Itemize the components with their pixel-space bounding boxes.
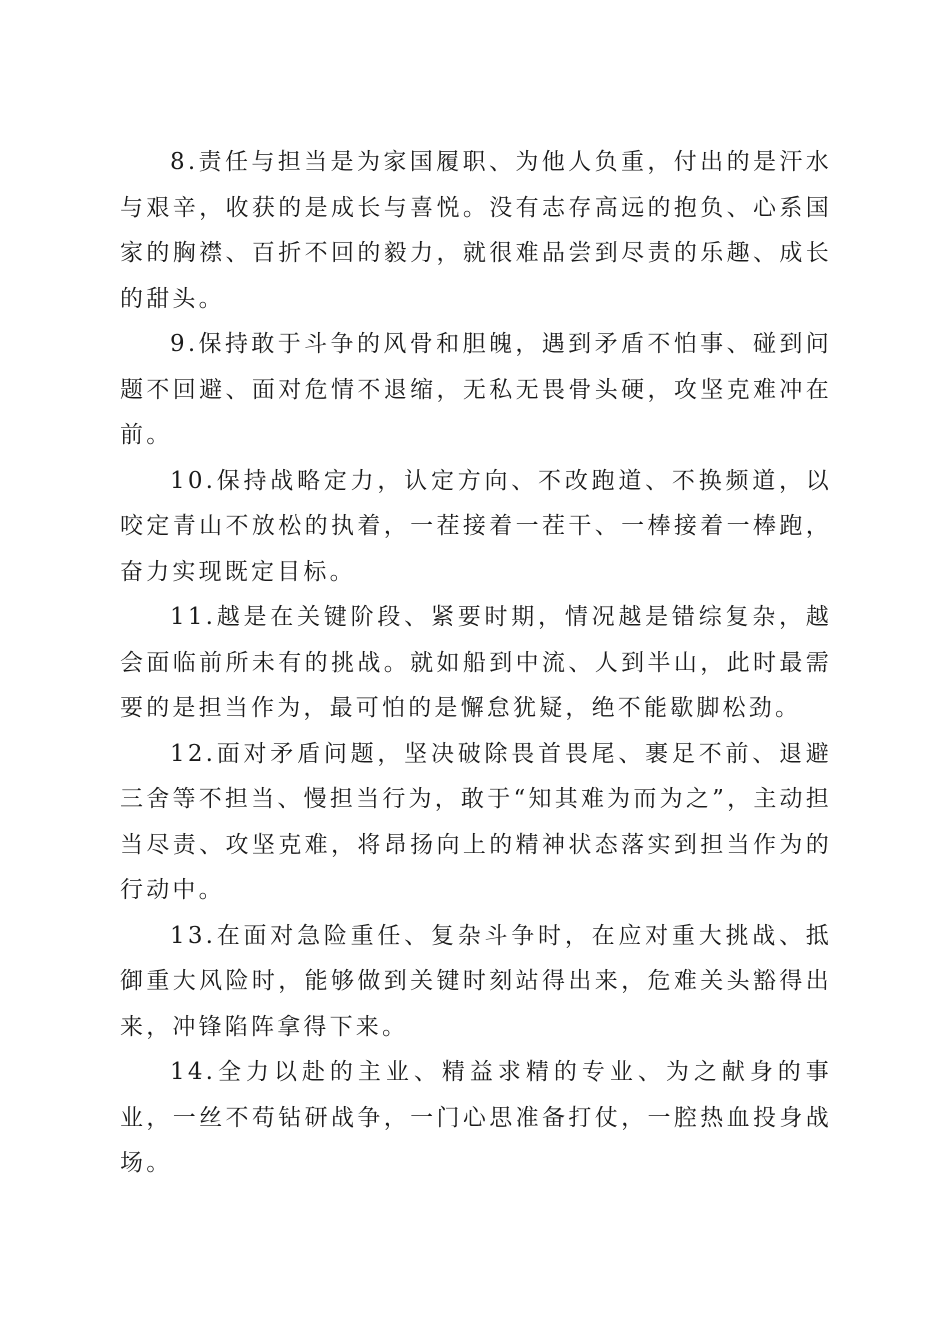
document-body — [120, 140, 832, 1187]
paragraph-10: 10.保持战略定力，认定方向、不改跑道、不换频道，以咬定青山不放松的执着，一茬接着一茬干、一棒接着一棒跑，奋力实现既定目标。 — [120, 467, 832, 585]
paragraph-12: 12.面对矛盾问题，坚决破除畏首畏尾、裹足不前、退避三舍等不担当、慢担当行为，敢于“知其难为而为之”，主动担当尽责、攻坚克难，将昂扬向上的精神状态落实到担当作为的行动中。 — [120, 740, 832, 903]
paragraph-14: 14.全力以赴的主业、精益求精的专业、为之献身的事业，一丝不苟钻研战争，一门心思准备打仗，一腔热血投身战场。 — [120, 1059, 832, 1176]
paragraph-8: 8.责任与担当是为家国履职、为他人负重，付出的是汗水与艰辛，收获的是成长与喜悦。没有志存高远的抱负、心系国家的胸襟、百折不回的毅力，就很难品尝到尽责的乐趣、成长的甜头。 — [120, 149, 832, 312]
paragraph-9: 9.保持敢于斗争的风骨和胆魄，遇到矛盾不怕事、碰到问题不回避、面对危情不退缩，无私无畏骨头硬，攻坚克难冲在前。 — [120, 331, 832, 448]
paragraph-11: 11.越是在关键阶段、紧要时期，情况越是错综复杂，越会面临前所未有的挑战。就如船到中流、人到半山，此时最需要的是担当作为，最可怕的是懈怠犹疑，绝不能歇脚松劲。 — [120, 604, 832, 721]
paragraph-13: 13.在面对急险重任、复杂斗争时，在应对重大挑战、抵御重大风险时，能够做到关键时刻站得出来，危难关头豁得出来，冲锋陷阵拿得下来。 — [120, 922, 832, 1040]
